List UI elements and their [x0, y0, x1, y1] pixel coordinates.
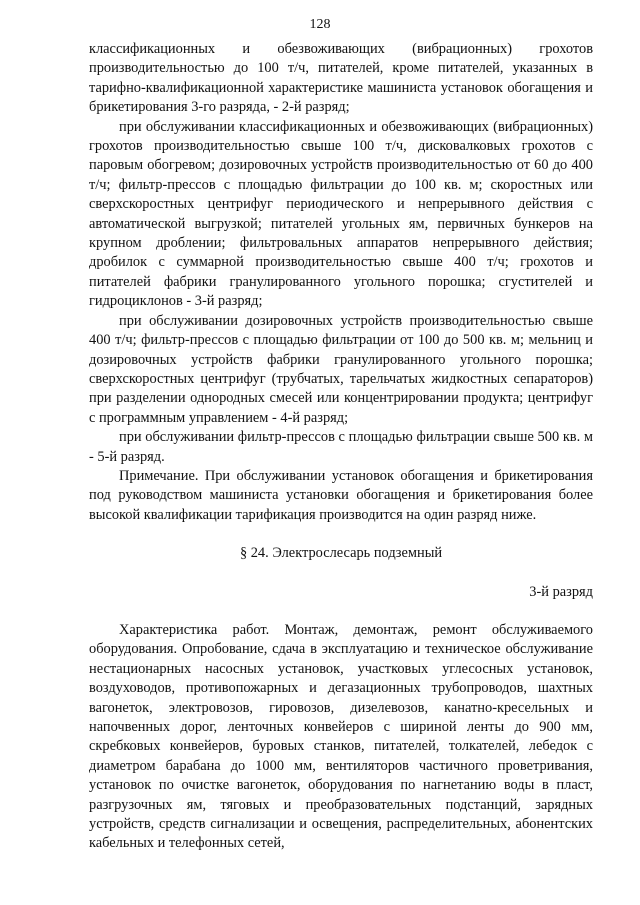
- page-number: 128: [309, 17, 331, 32]
- document-body: [89, 40, 593, 854]
- section-title: § 24. Электрослесарь подземный: [239, 545, 443, 562]
- note-paragraph: Примечание. При обслуживании установок обогащения и брикетирования под руководством машиниста установки обогащения и брикетирования более высокой квалификации тарификация производится на один разряд ниже.: [89, 467, 593, 523]
- paragraph-grade-3: при обслуживании классификационных и обезвоживающих (вибрационных) грохотов производительностью свыше 100 т/ч, дисковалковых грохотов с паровым обогревом; дозировочных устройств производительностью от 60 до 400 т/ч; фильтр-прессов с площадью фильтрации до 100 кв. м; скоростных или сверхскоростных центрифуг периодического и непрерывного действия с автоматической выгрузкой; питателей угольных ям, первичных бункеров на крупном дроблении; фильтровальных аппаратов непрерывного действия; дробилок с суммарной производительностью свыше 400 т/ч; грохотов и питателей фабрики гранулированного угольного порошка; сгустителей и гидроциклонов - 3-й разряд;: [89, 118, 593, 310]
- paragraph-grade-5: при обслуживании фильтр-прессов с площадью фильтрации свыше 500 кв. м - 5-й разряд.: [89, 429, 593, 465]
- paragraph-grade-4: при обслуживании дозировочных устройств производительностью свыше 400 т/ч; фильтр-прессов с площадью фильтрации от 100 до 500 кв. м; мельниц и дозировочных устройств фабрики гранулированного угольного порошка; сверхскоростных центрифуг (трубчатых, тарельчатых жидкостных сепараторов) при разделении однородных смесей или концентрировании продукта; центрифуг с программным управлением - 4-й разряд;: [89, 312, 593, 426]
- work-characteristic-paragraph: Характеристика работ. Монтаж, демонтаж, ремонт обслуживаемого оборудования. Опробование, сдача в эксплуатацию и техническое обслуживание нестационарных насосных установок, участковых углесосных установок, воздуховодов, противопожарных и дегазационных трубопроводов, шахтных вагонеток, электровозов, гировозов, дизелевозов, канатно-кресельных и напочвенных дорог, ленточных конвейеров с шириной ленты до 900 мм, скребковых конвейеров, буровых станков, питателей, толкателей, лебедок с диаметром барабана до 1000 мм, вентиляторов частичного проветривания, установок по очистке вагонеток, оборудования по нагнетанию воды в пласт, разгрузочных ям, тяговых и преобразовательных подстанций, зарядных устройств, средств сигнализации и освещения, распределительных, абонентских кабельных и телефонных сетей,: [89, 621, 593, 852]
- grade-heading: 3-й разряд: [529, 583, 593, 600]
- paragraph-grade-2: классификационных и обезвоживающих (вибрационных) грохотов производительностью до 100 т/ч, питателей, кроме питателей, указанных в тарифно-квалификационной характеристике машиниста установок обогащения и брикетирования 3-го разряда, - 2-й разряд;: [89, 41, 593, 116]
